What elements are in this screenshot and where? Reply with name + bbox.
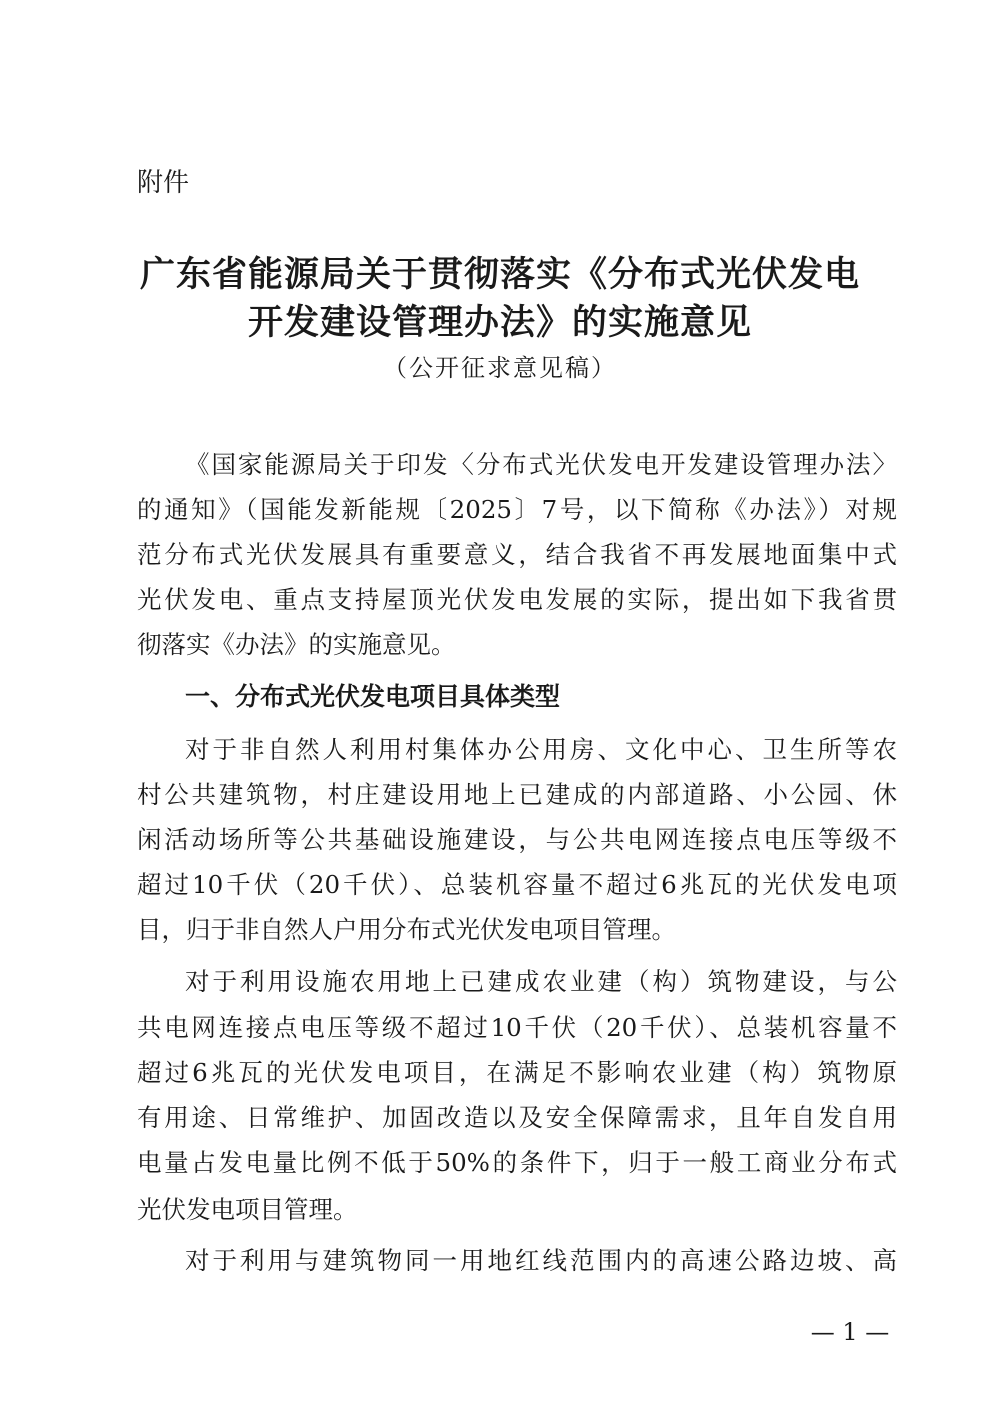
document-title-line-2: 开发建设管理办法》的实施意见 — [247, 303, 752, 343]
paragraph-1-line: 彻落实《办法》的实施意见。 — [137, 630, 456, 659]
paragraph-3-line: 对于利用设施农用地上已建成农业建（构）筑物建设，与公 — [185, 967, 897, 996]
paragraph-3-line: 超过6兆瓦的光伏发电项目，在满足不影响农业建（构）筑物原 — [137, 1058, 897, 1087]
paragraph-2-line: 村公共建筑物，村庄建设用地上已建成的内部道路、小公园、休 — [137, 780, 897, 809]
page-number: — 1 — — [810, 1318, 890, 1346]
paragraph-3-line: 共电网连接点电压等级不超过10千伏（20千伏）、总装机容量不 — [137, 1013, 897, 1042]
paragraph-2-line: 超过10千伏（20千伏）、总装机容量不超过6兆瓦的光伏发电项 — [137, 870, 897, 899]
paragraph-2-line: 闲活动场所等公共基础设施建设，与公共电网连接点电压等级不 — [137, 825, 897, 854]
paragraph-2-line: 目，归于非自然人户用分布式光伏发电项目管理。 — [137, 915, 676, 944]
document-subtitle: （公开征求意见稿） — [383, 354, 617, 382]
paragraph-1-line: 《国家能源局关于印发〈分布式光伏发电开发建设管理办法〉 — [185, 450, 897, 479]
paragraph-2-line: 对于非自然人利用村集体办公用房、文化中心、卫生所等农 — [185, 735, 897, 764]
paragraph-1-line: 的通知》（国能发新能规〔2025〕7号，以下简称《办法》）对规 — [137, 495, 897, 524]
attachment-label: 附件 — [137, 168, 190, 198]
paragraph-4-line: 对于利用与建筑物同一用地红线范围内的高速公路边坡、高 — [185, 1246, 897, 1275]
paragraph-3-line: 有用途、日常维护、加固改造以及安全保障需求，且年自发自用 — [137, 1103, 897, 1132]
paragraph-3-line: 光伏发电项目管理。 — [137, 1195, 358, 1224]
paragraph-3-line: 电量占发电量比例不低于50%的条件下，归于一般工商业分布式 — [137, 1148, 897, 1177]
section-1-heading: 一、分布式光伏发电项目具体类型 — [185, 682, 561, 711]
paragraph-1-line: 光伏发电、重点支持屋顶光伏发电发展的实际，提出如下我省贯 — [137, 585, 897, 614]
paragraph-1-line: 范分布式光伏发展具有重要意义，结合我省不再发展地面集中式 — [137, 540, 897, 569]
document-title-line-1: 广东省能源局关于贯彻落实《分布式光伏发电 — [139, 255, 860, 295]
